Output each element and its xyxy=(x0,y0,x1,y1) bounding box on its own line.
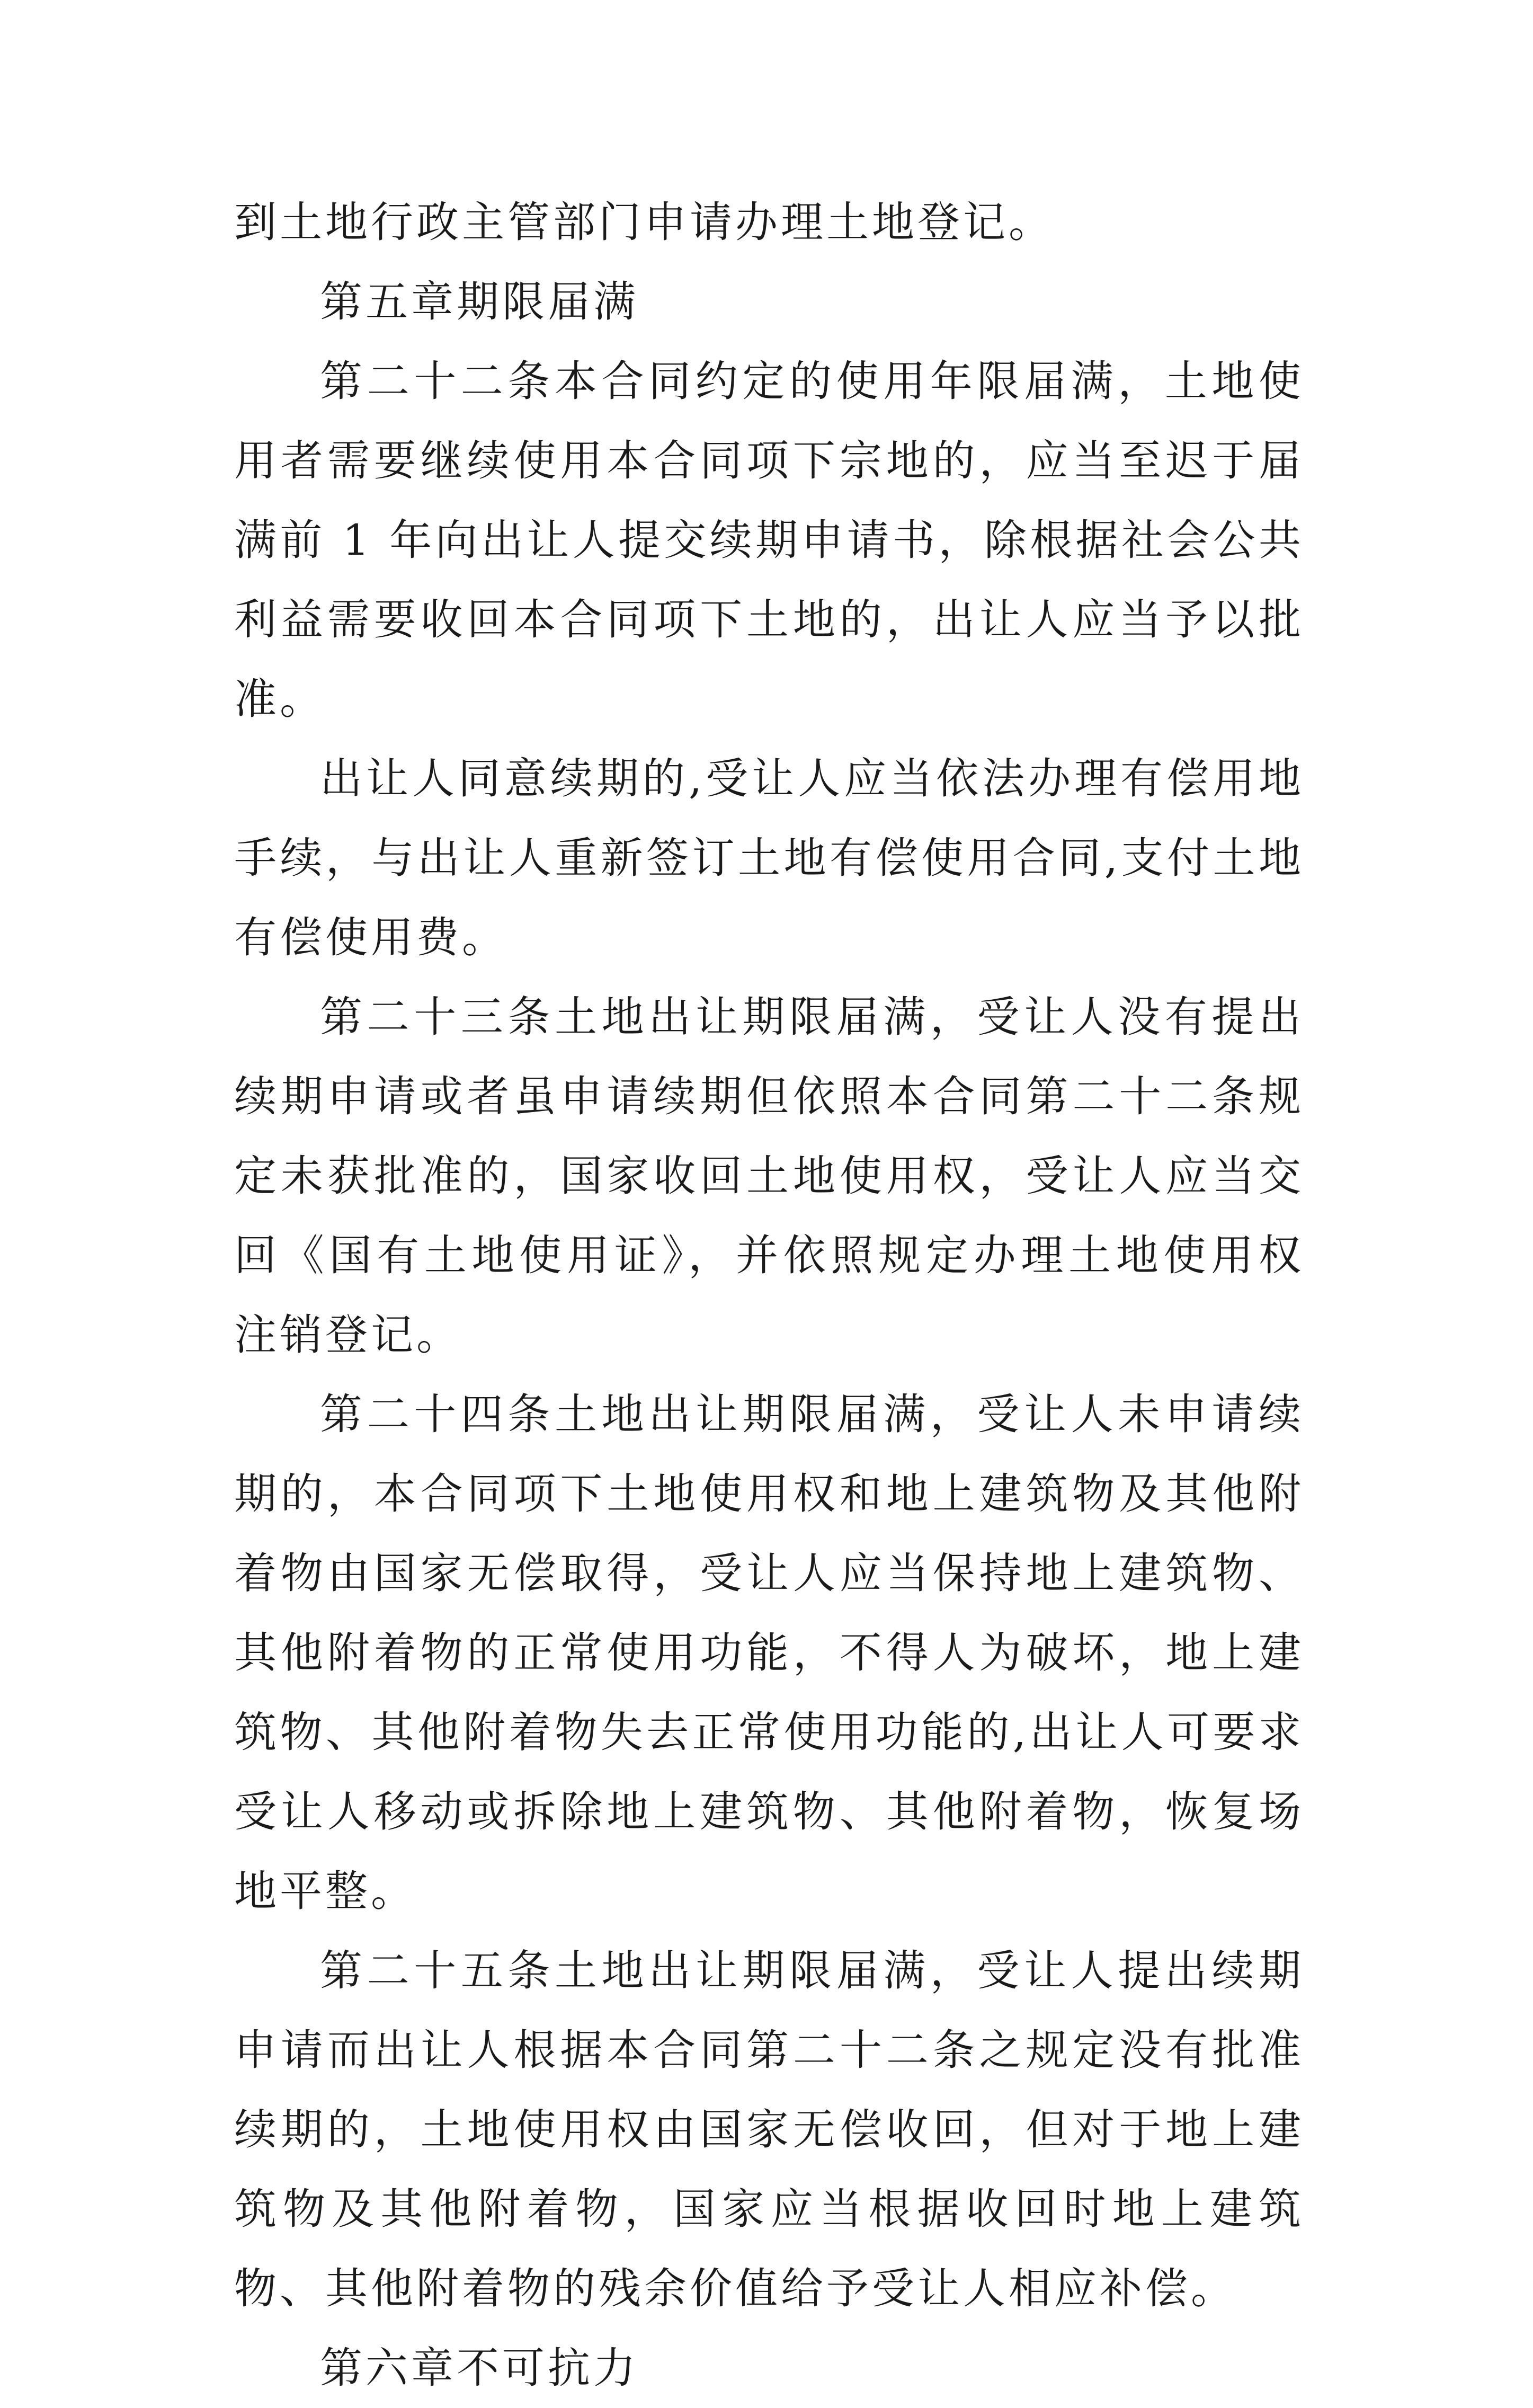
article-25: 第二十五条土地出让期限届满，受让人提出续期申请而出让人根据本合同第二十二条之规定没有批准续期的，土地使用权由国家无偿收回，但对于地上建筑物及其他附着物，国家应当根据收回时地上建筑物、其他附着物的残余价值给予受让人相应补偿。 xyxy=(234,1946,1304,2313)
article-23: 第二十三条土地出让期限届满，受让人没有提出续期申请或者虽申请续期但依照本合同第二十二条规定未获批准的，国家收回土地使用权，受让人应当交回《国有土地使用证》，并依照规定办理土地使用权注销登记。 xyxy=(234,992,1304,1360)
article-22: 第二十二条本合同约定的使用年限届满，土地使用者需要继续使用本合同项下宗地的，应当至迟于届满前 1 年向出让人提交续期申请书，除根据社会公共利益需要收回本合同项下土地的，出让人应当予以批准。 xyxy=(234,357,1304,724)
document-body xyxy=(234,183,1304,2408)
article-24: 第二十四条土地出让期限届满，受让人未申请续期的，本合同项下土地使用权和地上建筑物及其他附着物由国家无偿取得，受让人应当保持地上建筑物、其他附着物的正常使用功能，不得人为破坏，地上建筑物、其他附着物失去正常使用功能的,出让人可要求受让人移动或拆除地上建筑物、其他附着物，恢复场地平整。 xyxy=(234,1390,1304,1916)
article-22-renewal: 出让人同意续期的,受让人应当依法办理有偿用地手续，与出让人重新签订土地有偿使用合同,支付土地有偿使用费。 xyxy=(234,754,1304,962)
chapter-heading-5: 第五章期限届满 xyxy=(320,277,639,326)
chapter-heading-6: 第六章不可抗力 xyxy=(320,2343,639,2393)
paragraph-continuation: 到土地行政主管部门申请办理土地登记。 xyxy=(234,198,1054,247)
